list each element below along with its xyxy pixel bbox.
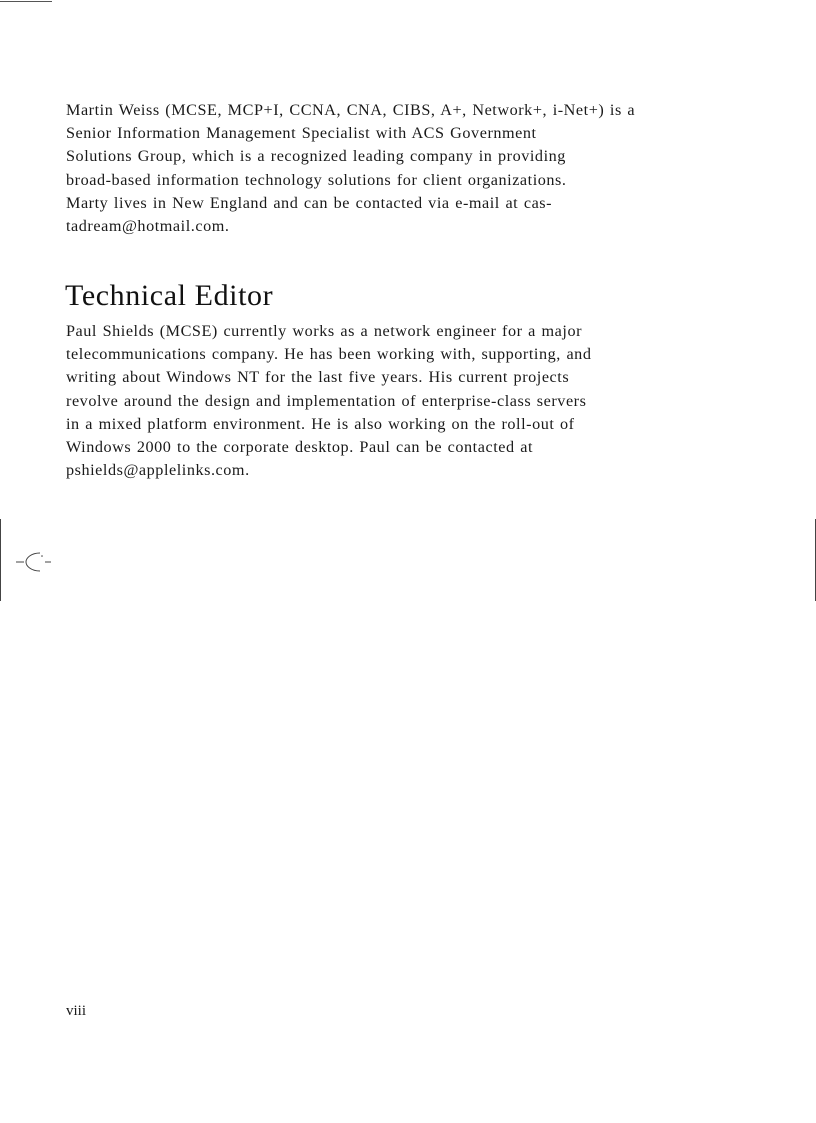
page-number: viii [66, 1003, 87, 1019]
technical-editor-heading: Technical Editor [65, 279, 274, 312]
editor-bio-line: telecommunications company. He has been working with, supporting, and [66, 345, 592, 364]
editor-bio-line: in a mixed platform environment. He is also working on the roll-out of [66, 414, 575, 433]
editor-bio-line: Paul Shields (MCSE) currently works as a network engineer for a major [66, 322, 583, 340]
author-bio-line: Martin Weiss (MCSE, MCP+I, CCNA, CNA, CIBS, A+, Network+, i-Net+) is a [66, 101, 636, 119]
crop-mark-left [0, 519, 1, 601]
author-bio-line: broad-based information technology solutions for client organizations. [66, 170, 567, 189]
editor-bio-line: revolve around the design and implementation of enterprise-class servers [66, 391, 587, 410]
author-bio-line: Solutions Group, which is a recognized leading company in providing [66, 147, 566, 166]
author-bio-paragraph [66, 99, 706, 238]
crop-mark-top [0, 1, 52, 2]
technical-editor-bio-paragraph [66, 320, 706, 482]
editor-bio-line: Windows 2000 to the corporate desktop. Paul can be contacted at [66, 438, 533, 457]
author-bio-line: tadream@hotmail.com. [66, 217, 230, 236]
editor-bio-line: pshields@applelinks.com. [66, 461, 250, 480]
author-bio-line: Senior Information Management Specialist with ACS Government [66, 124, 537, 143]
author-bio-line: Marty lives in New England and can be contacted via e-mail at cas- [66, 193, 553, 212]
editor-bio-line: writing about Windows NT for the last five years. His current projects [66, 368, 570, 387]
registration-mark-icon [14, 548, 56, 576]
